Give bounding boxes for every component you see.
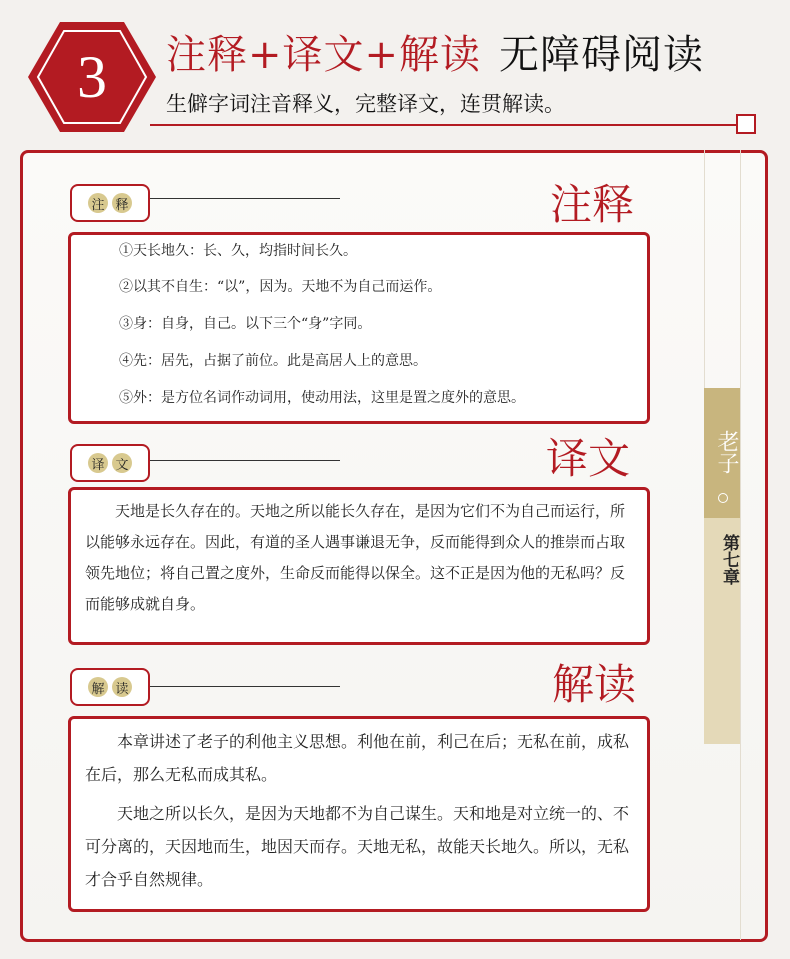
notes-heading: 注释 [550, 180, 635, 229]
title-red: 注释+译文+解读 [166, 32, 482, 78]
page-subtitle: 生僻字词注音释义，完整译文，连贯解读。 [166, 92, 565, 116]
title-black: 无障碍阅读 [499, 32, 705, 78]
header-square-marker [736, 114, 756, 134]
page-title [166, 30, 704, 80]
notes-tag-char: 注 [88, 193, 108, 213]
notes-tag [70, 184, 150, 222]
interpretation-paragraph: 本章讲述了老子的利他主义思想。利他在前，利己在后；无私在前，成私在后，那么无私而成其私。 [85, 732, 630, 784]
interpretation-tag-line [150, 686, 340, 687]
translation-tag-char: 译 [88, 453, 108, 473]
translation-text: 天地是长久存在的。天地之所以能长久存在，是因为它们不为自己而运行，所以能够永远存在。因此，有道的圣人遇事谦退无争，反而能得到众人的推崇而占取领先地位；将自己置之度外，生命反而能得以保全。这不正是因为他的无私吗？反而能够成就自身。 [85, 502, 626, 613]
header-divider [150, 124, 736, 126]
spine-ornament-icon [718, 493, 728, 503]
interpretation-tag-char: 解 [88, 677, 108, 697]
interpretation-paragraph: 天地之所以长久，是因为天地都不为自己谋生。天和地是对立统一的、不可分离的，天因地而生，地因天而存。天地无私，故能天长地久。所以，无私才合乎自然规律。 [85, 804, 630, 889]
interpretation-heading: 解读 [552, 660, 637, 709]
translation-tag-line [150, 460, 340, 461]
notes-tag-line [150, 198, 340, 199]
translation-tag-char: 文 [112, 453, 132, 473]
note-item: ②以其不自生：“以”，因为。天地不为自己而运作。 [119, 279, 442, 295]
translation-box [68, 487, 650, 645]
notes-box [68, 232, 650, 424]
note-item: ③身：自身，自己。以下三个“身”字同。 [119, 316, 372, 332]
note-item: ④先：居先，占据了前位。此是高居人上的意思。 [119, 353, 427, 369]
page-edge-line-outer [740, 150, 741, 940]
interpretation-tag-char: 读 [112, 677, 132, 697]
spine-chapter: 第七章 [719, 534, 739, 585]
note-item: ⑤外：是方位名词作动词用，使动用法，这里是置之度外的意思。 [119, 390, 525, 406]
notes-tag-char: 释 [112, 193, 132, 213]
section-number: 3 [77, 43, 107, 110]
note-item: ①天长地久：长、久，均指时间长久。 [119, 243, 357, 259]
interpretation-tag [70, 668, 150, 706]
page-edge-line [704, 150, 705, 388]
interpretation-box [68, 716, 650, 912]
spine-title: 老子 [714, 430, 739, 474]
translation-heading: 译文 [546, 434, 631, 483]
translation-tag [70, 444, 150, 482]
